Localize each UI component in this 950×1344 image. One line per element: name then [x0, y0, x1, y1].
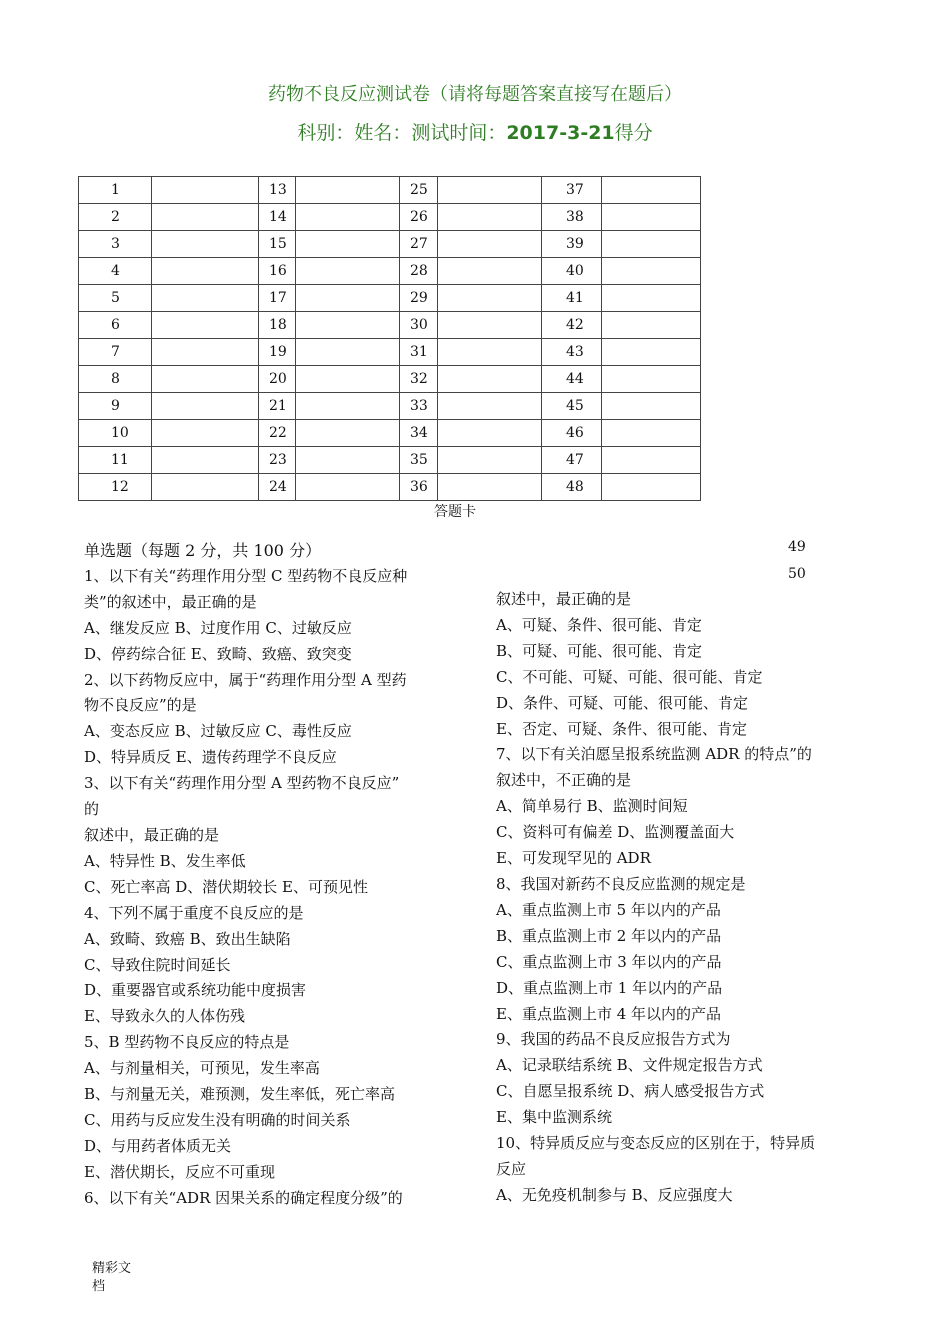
answer-blank[interactable]: [602, 285, 701, 312]
question-line: C、重点监测上市 3 年以内的产品: [496, 952, 722, 971]
answer-row: [79, 393, 701, 420]
answer-blank[interactable]: [152, 393, 259, 420]
question-line: E、导致永久的人体伤残: [84, 1007, 245, 1026]
answer-blank[interactable]: [438, 204, 542, 231]
question-line: 4、下列不属于重度不良反应的是: [84, 903, 304, 922]
subtitle-suffix: 得分: [614, 122, 653, 144]
answer-blank[interactable]: [438, 312, 542, 339]
answer-number: 23: [259, 447, 296, 474]
answer-blank[interactable]: [438, 177, 542, 204]
answer-blank[interactable]: [602, 339, 701, 366]
question-line: C、死亡率高 D、潜伏期较长 E、可预见性: [84, 877, 368, 896]
answer-blank[interactable]: [602, 420, 701, 447]
question-line: C、不可能、可疑、可能、很可能、肯定: [496, 667, 763, 686]
answer-row: [79, 339, 701, 366]
answer-row: [79, 258, 701, 285]
answer-row: [79, 204, 701, 231]
question-line: C、导致住院时间延长: [84, 955, 231, 974]
answer-number: 30: [400, 312, 438, 339]
answer-number: 46: [542, 420, 602, 447]
question-line: A、无免疫机制参与 B、反应强度大: [496, 1185, 733, 1204]
answer-blank[interactable]: [152, 366, 259, 393]
answer-row: [79, 447, 701, 474]
answer-blank[interactable]: [602, 177, 701, 204]
answer-blank[interactable]: [438, 447, 542, 474]
answer-blank[interactable]: [296, 447, 400, 474]
answer-card-table: [78, 176, 701, 501]
answer-number: 4: [79, 258, 152, 285]
answer-number: 37: [542, 177, 602, 204]
question-line: 类”的叙述中，最正确的是: [84, 592, 257, 611]
answer-blank[interactable]: [438, 339, 542, 366]
footer-text: 精彩文: [92, 1261, 132, 1276]
answer-row: [79, 420, 701, 447]
answer-blank[interactable]: [602, 393, 701, 420]
answer-blank[interactable]: [602, 366, 701, 393]
answer-blank[interactable]: [296, 285, 400, 312]
answer-number: 28: [400, 258, 438, 285]
questions-right-column: [496, 587, 866, 1209]
answer-number: 26: [400, 204, 438, 231]
answer-number: 36: [400, 474, 438, 501]
answer-blank[interactable]: [152, 420, 259, 447]
answer-number: 7: [79, 339, 152, 366]
answer-blank[interactable]: [152, 312, 259, 339]
answer-blank[interactable]: [152, 258, 259, 285]
answer-number: 2: [79, 204, 152, 231]
answer-number-50: 50: [788, 566, 806, 582]
answer-blank[interactable]: [438, 231, 542, 258]
question-line: 5、B 型药物不良反应的特点是: [84, 1033, 290, 1052]
answer-blank[interactable]: [296, 204, 400, 231]
question-line: 反应: [496, 1159, 527, 1178]
questions-left-column: [84, 538, 459, 1212]
answer-blank[interactable]: [438, 285, 542, 312]
answer-number: 20: [259, 366, 296, 393]
answer-row: [79, 231, 701, 258]
question-line: D、重要器官或系统功能中度损害: [84, 981, 307, 1000]
question-line: 3、以下有关“药理作用分型 A 型药物不良反应”: [84, 774, 400, 793]
answer-blank[interactable]: [152, 447, 259, 474]
answer-blank[interactable]: [602, 447, 701, 474]
question-line: A、简单易行 B、监测时间短: [496, 797, 688, 816]
answer-number: 33: [400, 393, 438, 420]
answer-blank[interactable]: [296, 177, 400, 204]
answer-number: 25: [400, 177, 438, 204]
answer-number: 5: [79, 285, 152, 312]
answer-blank[interactable]: [152, 339, 259, 366]
answer-number: 29: [400, 285, 438, 312]
answer-number: 34: [400, 420, 438, 447]
answer-row: [79, 312, 701, 339]
answer-blank[interactable]: [602, 258, 701, 285]
question-line: B、可疑、可能、很可能、肯定: [496, 641, 703, 660]
question-line: 9、我国的药品不良反应报告方式为: [496, 1030, 731, 1049]
answer-number: 19: [259, 339, 296, 366]
answer-number: 3: [79, 231, 152, 258]
answer-row: [79, 285, 701, 312]
answer-blank[interactable]: [152, 474, 259, 501]
answer-blank[interactable]: [152, 231, 259, 258]
question-line: E、可发现罕见的 ADR: [496, 849, 651, 868]
question-line: 6、以下有关“ADR 因果关系的确定程度分级”的: [84, 1188, 403, 1207]
footer-text-2: 档: [92, 1279, 106, 1294]
answer-number: 12: [79, 474, 152, 501]
answer-number: 31: [400, 339, 438, 366]
answer-number: 18: [259, 312, 296, 339]
answer-blank[interactable]: [296, 420, 400, 447]
question-line: 叙述中，不正确的是: [496, 771, 632, 790]
answer-number: 44: [542, 366, 602, 393]
answer-blank[interactable]: [438, 258, 542, 285]
answer-number: 10: [79, 420, 152, 447]
answer-blank[interactable]: [152, 285, 259, 312]
answer-number: 9: [79, 393, 152, 420]
question-line: 叙述中，最正确的是: [84, 825, 220, 844]
answer-blank[interactable]: [602, 204, 701, 231]
question-line: 10、特异质反应与变态反应的区别在于，特异质: [496, 1134, 816, 1153]
answer-blank[interactable]: [438, 420, 542, 447]
answer-blank[interactable]: [296, 312, 400, 339]
question-line: 叙述中，最正确的是: [496, 590, 632, 608]
answer-number: 8: [79, 366, 152, 393]
question-line: E、否定、可疑、条件、很可能、肯定: [496, 719, 747, 738]
answer-blank[interactable]: [438, 393, 542, 420]
question-line: A、继发反应 B、过度作用 C、过敏反应: [84, 618, 352, 637]
question-line: A、记录联结系统 B、文件规定报告方式: [496, 1056, 763, 1075]
answer-number: 40: [542, 258, 602, 285]
answer-blank[interactable]: [296, 474, 400, 501]
answer-number: 21: [259, 393, 296, 420]
answer-blank[interactable]: [296, 231, 400, 258]
answer-card-label: 答题卡: [434, 504, 476, 520]
answer-number: 17: [259, 285, 296, 312]
answer-number: 27: [400, 231, 438, 258]
test-date: 2017-3-21: [506, 122, 615, 144]
question-line: C、用药与反应发生没有明确的时间关系: [84, 1110, 351, 1129]
answer-number: 6: [79, 312, 152, 339]
question-line: 7、以下有关泊愿呈报系统监测 ADR 的特点”的: [496, 745, 812, 764]
question-line: B、与剂量无关，难预测，发生率低，死亡率高: [84, 1085, 396, 1104]
question-line: A、与剂量相关，可预见，发生率高: [84, 1059, 320, 1078]
answer-number: 48: [542, 474, 602, 501]
answer-number: 11: [79, 447, 152, 474]
question-line: D、特异质反 E、遗传药理学不良反应: [84, 748, 337, 767]
question-line: D、停药综合征 E、致畸、致癌、致突变: [84, 644, 352, 663]
answer-blank[interactable]: [602, 312, 701, 339]
question-line: D、条件、可疑、可能、很可能、肯定: [496, 693, 749, 712]
answer-number: 16: [259, 258, 296, 285]
answer-number: 32: [400, 366, 438, 393]
answer-blank[interactable]: [152, 177, 259, 204]
answer-row: [79, 474, 701, 501]
answer-number: 38: [542, 204, 602, 231]
question-line: E、潜伏期长，反应不可重现: [84, 1162, 275, 1181]
subtitle-prefix: 科别：姓名：测试时间：: [297, 122, 507, 144]
page-subtitle: [0, 118, 950, 145]
answer-number: 35: [400, 447, 438, 474]
answer-number: 1: [79, 177, 152, 204]
answer-blank[interactable]: [296, 366, 400, 393]
answer-number: 24: [259, 474, 296, 501]
question-line: 物不良反应”的是: [84, 696, 197, 715]
question-line: A、可疑、条件、很可能、肯定: [496, 615, 702, 634]
answer-blank[interactable]: [602, 474, 701, 501]
answer-number-49: 49: [788, 539, 806, 555]
question-line: 1、以下有关“药理作用分型 C 型药物不良反应种: [84, 566, 408, 585]
question-line: B、重点监测上市 2 年以内的产品: [496, 926, 722, 945]
answer-number: 41: [542, 285, 602, 312]
answer-blank[interactable]: [296, 393, 400, 420]
answer-number: 15: [259, 231, 296, 258]
question-line: A、变态反应 B、过敏反应 C、毒性反应: [84, 722, 352, 741]
answer-row: [79, 366, 701, 393]
question-line: 2、以下药物反应中，属于“药理作用分型 A 型药: [84, 670, 407, 689]
answer-number: 13: [259, 177, 296, 204]
question-line: E、集中监测系统: [496, 1108, 612, 1127]
question-line: C、资料可有偏差 D、监测覆盖面大: [496, 823, 735, 842]
answer-number: 42: [542, 312, 602, 339]
answer-number: 45: [542, 393, 602, 420]
answer-blank[interactable]: [296, 339, 400, 366]
question-line: D、与用药者体质无关: [84, 1136, 232, 1155]
question-line: 的: [84, 800, 100, 819]
answer-blank[interactable]: [296, 258, 400, 285]
answer-blank[interactable]: [438, 474, 542, 501]
question-line: C、自愿呈报系统 D、病人感受报告方式: [496, 1082, 765, 1101]
answer-number: 22: [259, 420, 296, 447]
answer-blank[interactable]: [152, 204, 259, 231]
answer-number: 47: [542, 447, 602, 474]
answer-row: [79, 177, 701, 204]
answer-number: 14: [259, 204, 296, 231]
question-line: A、致畸、致癌 B、致出生缺陷: [84, 929, 291, 948]
question-line: E、重点监测上市 4 年以内的产品: [496, 1004, 722, 1023]
answer-number: 43: [542, 339, 602, 366]
question-line: A、特异性 B、发生率低: [84, 851, 246, 870]
answer-number: 39: [542, 231, 602, 258]
page-title: 药物不良反应测试卷（请将每题答案直接写在题后）: [268, 84, 682, 105]
question-line: 8、我国对新药不良反应监测的规定是: [496, 874, 746, 893]
question-line: A、重点监测上市 5 年以内的产品: [496, 900, 721, 919]
answer-blank[interactable]: [602, 231, 701, 258]
answer-blank[interactable]: [438, 366, 542, 393]
question-line: 单选题（每题 2 分，共 100 分）: [84, 541, 322, 560]
question-line: D、重点监测上市 1 年以内的产品: [496, 978, 723, 997]
